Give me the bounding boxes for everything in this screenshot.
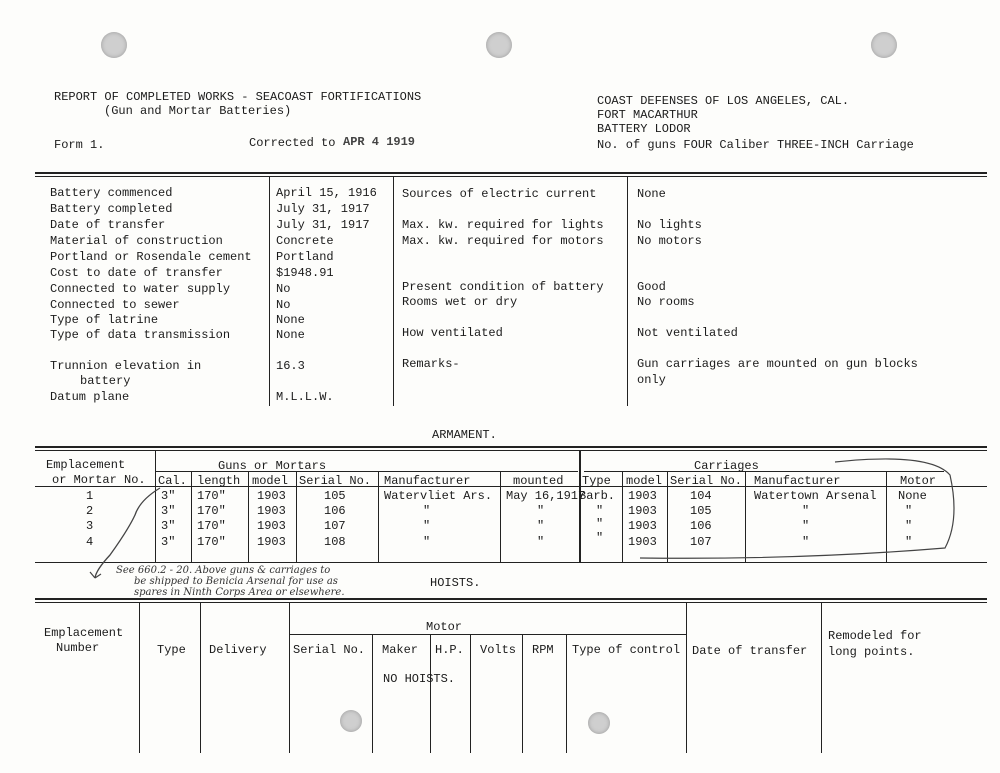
armament-top-rule <box>35 446 987 448</box>
battery-name: BATTERY LODOR <box>597 122 691 136</box>
arm-col-div <box>667 472 668 562</box>
info-divider-2 <box>393 176 394 406</box>
latrine-value: None <box>276 313 305 327</box>
row-manufacturer: " <box>423 504 431 518</box>
emplacement-header-2: or Mortar No. <box>52 473 146 487</box>
data-transmission-label: Type of data transmission <box>50 328 231 342</box>
hoist-col-div <box>470 635 471 753</box>
hoist-remodeled-header-2: long points. <box>828 645 915 659</box>
row-carriage-model: 1903 <box>628 519 657 533</box>
fort-name: FORT MACARTHUR <box>597 108 698 122</box>
sewer-value: No <box>276 298 291 312</box>
motors-label: Max. kw. required for motors <box>402 234 604 248</box>
col-mounted: mounted <box>513 474 564 488</box>
row-mounted: " <box>537 504 545 518</box>
hoist-col-div <box>686 603 687 753</box>
row-serial: 106 <box>324 504 346 518</box>
row-mounted: May 16,1917 <box>506 489 586 503</box>
row-serial: 108 <box>324 535 346 549</box>
motors-value: No motors <box>637 234 702 248</box>
hoist-delivery-header: Delivery <box>209 643 267 657</box>
col-carriage-type: Type <box>582 474 611 488</box>
col-serial: Serial No. <box>299 474 372 488</box>
hoist-col-div <box>372 635 373 753</box>
guns-group-header: Guns or Mortars <box>218 459 327 473</box>
arm-col-div <box>191 472 192 562</box>
rooms-label: Rooms wet or dry <box>402 295 518 309</box>
battery-completed-label: Battery completed <box>50 202 173 216</box>
material-label: Material of construction <box>50 234 223 248</box>
info-divider-1 <box>269 176 270 406</box>
row-carriage-type: " <box>596 517 604 531</box>
hoist-col-div <box>566 635 567 753</box>
punch-hole-right <box>871 32 897 58</box>
cement-value: Portland <box>276 250 334 264</box>
col-model: model <box>252 474 289 488</box>
corrected-label: Corrected to <box>249 136 336 150</box>
row-carriage-manufacturer: Watertown Arsenal <box>754 489 877 503</box>
row-carriage-serial: 104 <box>690 489 712 503</box>
hoist-col-div <box>821 603 822 753</box>
row-carriage-model: 1903 <box>628 535 657 549</box>
rooms-value: No rooms <box>637 295 695 309</box>
remarks-value-2: only <box>637 373 666 387</box>
row-mounted: " <box>537 519 545 533</box>
col-motor: Motor <box>900 474 937 488</box>
date-transfer-label: Date of transfer <box>50 218 166 232</box>
hoist-maker-header: Maker <box>382 643 419 657</box>
info-top-rule-2 <box>35 176 987 177</box>
arm-col-div <box>378 472 379 562</box>
material-value: Concrete <box>276 234 334 248</box>
row-manufacturer: Watervliet Ars. <box>384 489 493 503</box>
row-carriage-serial: 107 <box>690 535 712 549</box>
row-carriage-model: 1903 <box>628 504 657 518</box>
armament-top-rule-2 <box>35 450 987 451</box>
hoist-volts-header: Volts <box>480 643 517 657</box>
row-emplacement: 2 <box>86 504 94 518</box>
col-manufacturer: Manufacturer <box>384 474 471 488</box>
hoist-serial-header: Serial No. <box>293 643 366 657</box>
guns-line: No. of guns FOUR Caliber THREE-INCH Carriage <box>597 138 914 152</box>
armament-bottom-rule <box>35 562 987 563</box>
motor-group-underline <box>289 634 686 635</box>
hoist-col-div <box>430 635 431 753</box>
row-cal: 3" <box>161 535 176 549</box>
carriages-group-underline <box>584 471 944 472</box>
sewer-label: Connected to sewer <box>50 298 180 312</box>
trunnion-label: Trunnion elevation in <box>50 359 202 373</box>
no-hoists-value: NO HOISTS. <box>383 672 456 686</box>
info-divider-3 <box>627 176 628 406</box>
row-carriage-model: 1903 <box>628 489 657 503</box>
data-transmission-value: None <box>276 328 305 342</box>
row-emplacement: 4 <box>86 535 94 549</box>
form-number: Form 1. <box>54 138 105 152</box>
row-cal: 3" <box>161 504 176 518</box>
hoist-emplacement-header: Emplacement <box>44 626 124 640</box>
row-carriage-type: Barb. <box>579 489 616 503</box>
arm-col-div <box>745 472 746 562</box>
condition-label: Present condition of battery <box>402 280 604 294</box>
arm-col-div <box>622 472 623 562</box>
lights-label: Max. kw. required for lights <box>402 218 604 232</box>
row-carriage-manufacturer: " <box>802 519 810 533</box>
hoist-emplacement-header-2: Number <box>56 641 100 655</box>
row-length: 170" <box>197 519 226 533</box>
row-serial: 105 <box>324 489 346 503</box>
electric-label: Sources of electric current <box>402 187 597 201</box>
row-cal: 3" <box>161 489 176 503</box>
water-value: No <box>276 282 291 296</box>
emplacement-header: Emplacement <box>46 458 126 472</box>
hoist-hp-header: H.P. <box>435 643 464 657</box>
punch-hole-left <box>101 32 127 58</box>
remarks-label: Remarks- <box>402 357 460 371</box>
hoists-top-rule <box>35 598 987 600</box>
datum-value: M.L.L.W. <box>276 390 334 404</box>
trunnion-value: 16.3 <box>276 359 305 373</box>
coast-defenses: COAST DEFENSES OF LOS ANGELES, CAL. <box>597 94 850 108</box>
row-model: 1903 <box>257 489 286 503</box>
hoist-type-header: Type <box>157 643 186 657</box>
punch-hole-bottom-2 <box>588 712 610 734</box>
hoist-col-div <box>200 603 201 753</box>
row-cal: 3" <box>161 519 176 533</box>
row-carriage-manufacturer: " <box>802 504 810 518</box>
report-title: REPORT OF COMPLETED WORKS - SEACOAST FORTIFICATIONS <box>54 90 422 104</box>
row-length: 170" <box>197 535 226 549</box>
cement-label: Portland or Rosendale cement <box>50 250 252 264</box>
hoists-top-rule-2 <box>35 602 987 603</box>
remarks-value: Gun carriages are mounted on gun blocks <box>637 357 918 371</box>
cost-label: Cost to date of transfer <box>50 266 223 280</box>
col-carriage-serial: Serial No. <box>670 474 743 488</box>
hoist-control-header: Type of control <box>572 643 681 657</box>
condition-value: Good <box>637 280 666 294</box>
row-motor: " <box>905 535 913 549</box>
punch-hole-center <box>486 32 512 58</box>
battery-commenced-label: Battery commenced <box>50 186 173 200</box>
arm-col-div <box>155 451 156 562</box>
lights-value: No lights <box>637 218 702 232</box>
hoist-col-div <box>522 635 523 753</box>
datum-label: Datum plane <box>50 390 130 404</box>
row-emplacement: 3 <box>86 519 94 533</box>
hoist-transfer-header: Date of transfer <box>692 644 808 658</box>
handwritten-note-2: be shipped to Benicia Arsenal for use as <box>134 576 338 587</box>
row-length: 170" <box>197 504 226 518</box>
hoists-title: HOISTS. <box>430 576 481 590</box>
row-carriage-type: " <box>596 531 604 545</box>
carriages-group-header: Carriages <box>694 459 759 473</box>
handwritten-note-3: spares in Ninth Corps Area or elsewhere. <box>134 587 345 598</box>
row-carriage-serial: 105 <box>690 504 712 518</box>
hoist-motor-header: Motor <box>426 620 463 634</box>
arm-col-div <box>579 451 581 562</box>
battery-commenced-value: April 15, 1916 <box>276 186 377 200</box>
col-carriage-manufacturer: Manufacturer <box>754 474 841 488</box>
row-model: 1903 <box>257 519 286 533</box>
row-manufacturer: " <box>423 519 431 533</box>
row-manufacturer: " <box>423 535 431 549</box>
electric-value: None <box>637 187 666 201</box>
arm-col-div <box>248 472 249 562</box>
arm-col-div <box>296 472 297 562</box>
row-model: 1903 <box>257 504 286 518</box>
row-motor: " <box>905 519 913 533</box>
row-carriage-manufacturer: " <box>802 535 810 549</box>
punch-hole-bottom-1 <box>340 710 362 732</box>
col-cal: Cal. <box>158 474 187 488</box>
hoist-col-div <box>289 603 290 753</box>
trunnion-label-2: battery <box>80 374 131 388</box>
cost-value: $1948.91 <box>276 266 334 280</box>
arm-col-div <box>886 472 887 562</box>
hoist-rpm-header: RPM <box>532 643 554 657</box>
row-mounted: " <box>537 535 545 549</box>
arm-col-div <box>500 472 501 562</box>
hoist-remodeled-header: Remodeled for <box>828 629 922 643</box>
row-emplacement: 1 <box>86 489 94 503</box>
armament-title: ARMAMENT. <box>432 428 497 442</box>
report-subtitle: (Gun and Mortar Batteries) <box>104 104 292 118</box>
ventilated-label: How ventilated <box>402 326 503 340</box>
handwritten-note: See 660.2 - 20. Above guns & carriages to <box>116 565 331 576</box>
ventilated-value: Not ventilated <box>637 326 738 340</box>
hoist-col-div <box>139 603 140 753</box>
latrine-label: Type of latrine <box>50 313 159 327</box>
col-length: length <box>197 474 241 488</box>
water-label: Connected to water supply <box>50 282 231 296</box>
row-model: 1903 <box>257 535 286 549</box>
info-top-rule <box>35 172 987 174</box>
date-transfer-value: July 31, 1917 <box>276 218 370 232</box>
row-length: 170" <box>197 489 226 503</box>
row-serial: 107 <box>324 519 346 533</box>
corrected-date-stamp: APR 4 1919 <box>343 135 416 149</box>
row-carriage-serial: 106 <box>690 519 712 533</box>
col-carriage-model: model <box>626 474 663 488</box>
battery-completed-value: July 31, 1917 <box>276 202 370 216</box>
row-motor: None <box>898 489 927 503</box>
row-carriage-type: " <box>596 504 604 518</box>
row-motor: " <box>905 504 913 518</box>
